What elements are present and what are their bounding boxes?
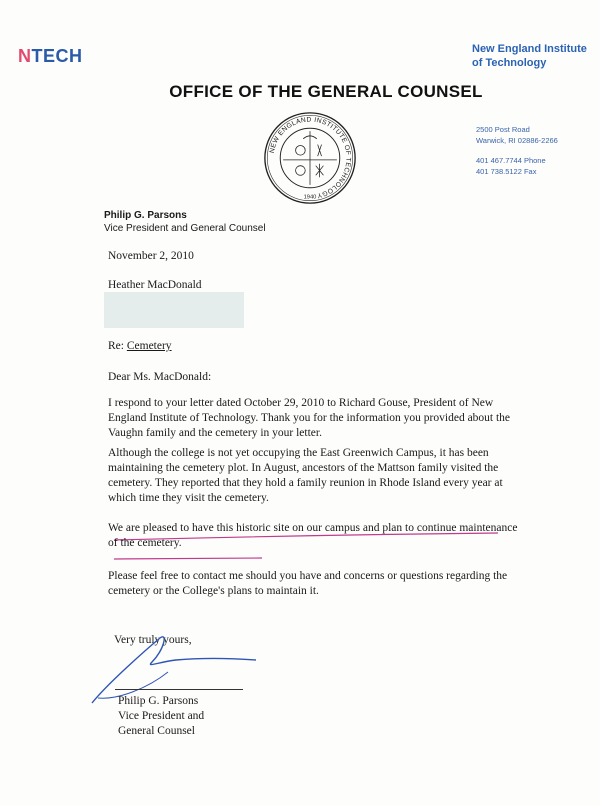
paragraph-3: We are pleased to have this historic site on our campus and plan to continue maintenance of the cemetery. [108, 522, 518, 549]
recipient-name: Heather MacDonald [108, 279, 202, 291]
institute-name-line1: New England Institute [472, 43, 587, 55]
seal-ring-text: NEW ENGLAND INSTITUTE OF TECHNOLOGY [268, 116, 352, 199]
paragraph-2: Although the college is not yet occupying the East Greenwich Campus, it has been maintaining the cemetery plot. In August, ancestors of the Mattson family visited the cemetery. They reported that they hold a family reunion in Rhode Island every year at which time they visit the cemetery. [108, 447, 503, 504]
letter-date: November 2, 2010 [108, 250, 194, 262]
closing: Very truly yours, [114, 634, 192, 646]
salutation: Dear Ms. MacDonald: [108, 371, 212, 383]
institute-name-line2: of Technology [472, 57, 547, 69]
address-street: 2500 Post Road [476, 125, 530, 134]
signature-block [118, 694, 204, 739]
address-city: Warwick, RI 02886-2266 [476, 136, 558, 145]
sender-block [104, 209, 266, 235]
re-line: Re: Cemetery [108, 340, 172, 352]
paragraph-4: Please feel free to contact me should you have and concerns or questions regarding the cemetery or the College's plans to maintain it. [108, 570, 508, 597]
sender-name: Philip G. Parsons [104, 210, 187, 221]
institute-seal [262, 110, 358, 206]
institute-address [476, 124, 558, 177]
office-title: OFFICE OF THE GENERAL COUNSEL [169, 82, 483, 101]
institute-name [472, 42, 587, 70]
signature-title-2: General Counsel [118, 725, 195, 737]
re-subject: Cemetery [126, 340, 172, 352]
signature-name: Philip G. Parsons [118, 695, 199, 707]
ne-tech-logo: NTECH [18, 46, 83, 66]
paragraph-1: I respond to your letter dated October 29, 2010 to Richard Gouse, President of New England Institute of Technology. Thank you for the information you provided about the Vaughn family and the cemetery in your letter. [108, 397, 511, 439]
redacted-address [104, 292, 244, 328]
address-phone: 401 467.7744 Phone [476, 156, 546, 165]
seal-year: 1940 [303, 194, 317, 201]
signature-title-1: Vice President and [118, 710, 205, 722]
address-fax: 401 738.5122 Fax [476, 167, 537, 176]
signature-line [115, 689, 243, 690]
sender-title: Vice President and General Counsel [104, 223, 266, 234]
